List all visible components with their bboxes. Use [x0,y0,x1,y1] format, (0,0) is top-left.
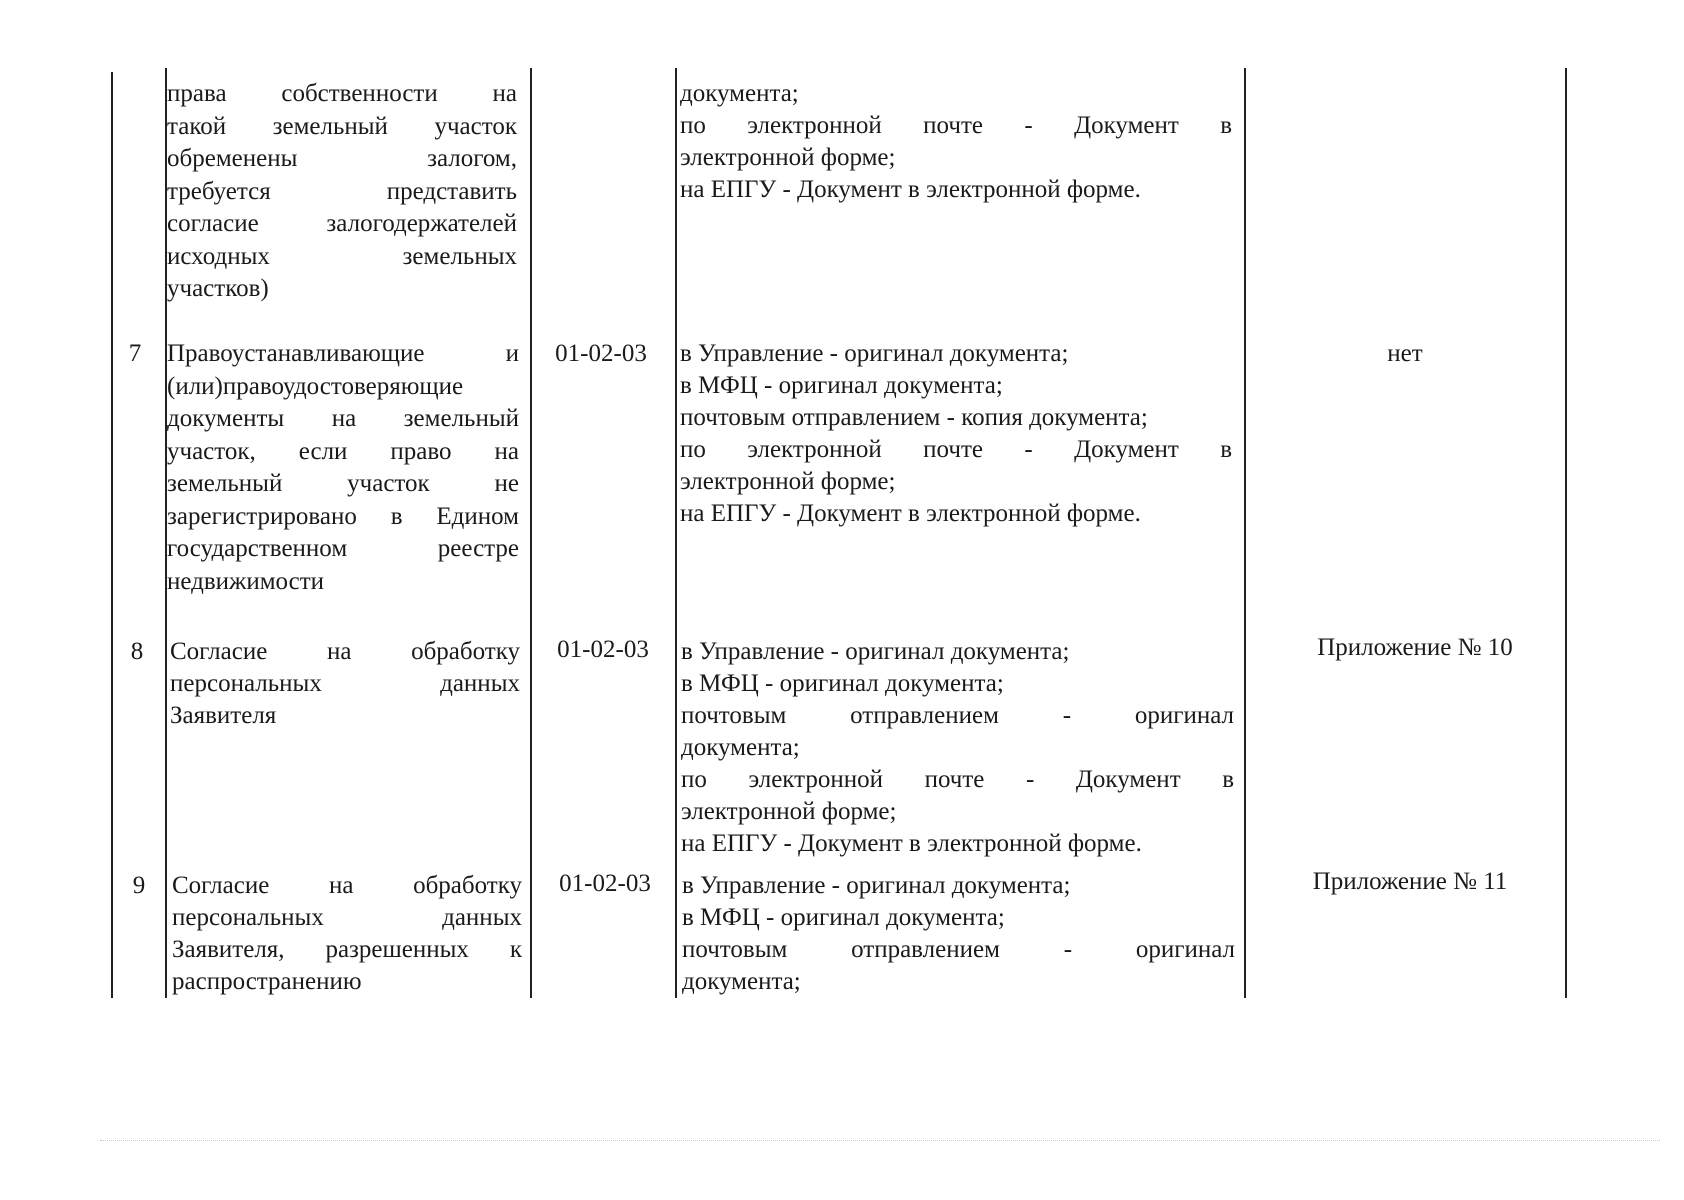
appendix-ref: Приложение № 11 [1312,868,1508,895]
doc-name-line: права собственности на [167,80,517,107]
method-line: документа; [682,968,801,995]
method-line: по электронной почте - Документ в [680,112,1232,139]
method-line: на ЕПГУ - Документ в электронной форме. [681,830,1142,857]
method-line: по электронной почте - Документ в [680,436,1232,463]
doc-name-line: такой земельный участок [167,112,517,140]
doc-name-line: земельный участок не [167,470,519,497]
submission-methods [680,338,1232,530]
row-number: 8 [130,638,144,665]
doc-name-line: требуется представить [167,177,517,205]
method-line: почтовым отправлением - оригинал [682,936,1235,963]
doc-name-line: документы на земельный [167,405,519,432]
table-divider-method [1244,68,1246,998]
doc-name-line: Заявителя, разрешенных к [172,936,522,963]
appendix-ref: Приложение № 10 [1317,634,1513,661]
submission-methods [682,870,1235,998]
method-line: на ЕПГУ - Документ в электронной форме. [680,176,1141,203]
table-divider-doc [530,68,532,998]
table-row [167,78,517,306]
document-code: 01-02-03 [555,340,647,367]
doc-name-line: Согласие на обработку [172,872,522,899]
doc-name-line: Правоустанавливающие и [167,340,519,367]
table-border-right [1565,68,1567,998]
doc-name-line: согласие залогодержателей [167,210,517,237]
submission-methods [680,78,1232,206]
method-line: документа; [681,734,800,761]
method-line: в МФЦ - оригинал документа; [681,670,1004,697]
doc-name-line: распространению [172,968,362,995]
method-line: почтовым отправлением - копия документа; [680,404,1148,431]
doc-name-line: Заявителя [170,702,277,729]
appendix-ref: нет [1387,340,1423,367]
doc-name-line: персональных данных [172,904,522,931]
method-line: по электронной почте - Документ в [681,766,1234,793]
table-row [172,870,522,998]
doc-name-line: участок, если право на [167,437,519,465]
submission-methods [681,636,1234,860]
doc-name-line: зарегистрировано в Едином [167,502,519,530]
method-line: электронной форме; [680,144,896,171]
table-row [167,338,519,598]
method-line: в МФЦ - оригинал документа; [682,904,1005,931]
method-line: электронной форме; [681,798,897,825]
doc-name-line: Согласие на обработку [170,638,520,665]
row-number: 9 [132,872,146,899]
method-line: в МФЦ - оригинал документа; [680,372,1003,399]
method-line: в Управление - оригинал документа; [680,340,1069,367]
method-line: документа; [680,80,799,107]
doc-name-line: исходных земельных [167,242,517,270]
doc-name-line: персональных данных [170,670,520,697]
table-row [170,636,520,732]
table-border-left [111,72,113,998]
doc-name-line: недвижимости [167,567,325,595]
method-line: в Управление - оригинал документа; [681,638,1070,665]
method-line: почтовым отправлением - оригинал [681,702,1234,729]
document-code: 01-02-03 [559,870,651,897]
method-line: на ЕПГУ - Документ в электронной форме. [680,500,1141,527]
document-code: 01-02-03 [557,636,649,663]
doc-name-line: (или)правоудостоверяющие [167,372,464,400]
method-line: в Управление - оригинал документа; [682,872,1071,899]
row-number: 7 [128,340,142,367]
method-line: электронной форме; [680,468,896,495]
doc-name-line: государственном реестре [167,535,519,562]
table-divider-code [675,68,677,998]
doc-name-line: обременены залогом, [167,145,517,172]
scan-artifact [100,1140,1660,1141]
doc-name-line: участков) [167,275,269,302]
